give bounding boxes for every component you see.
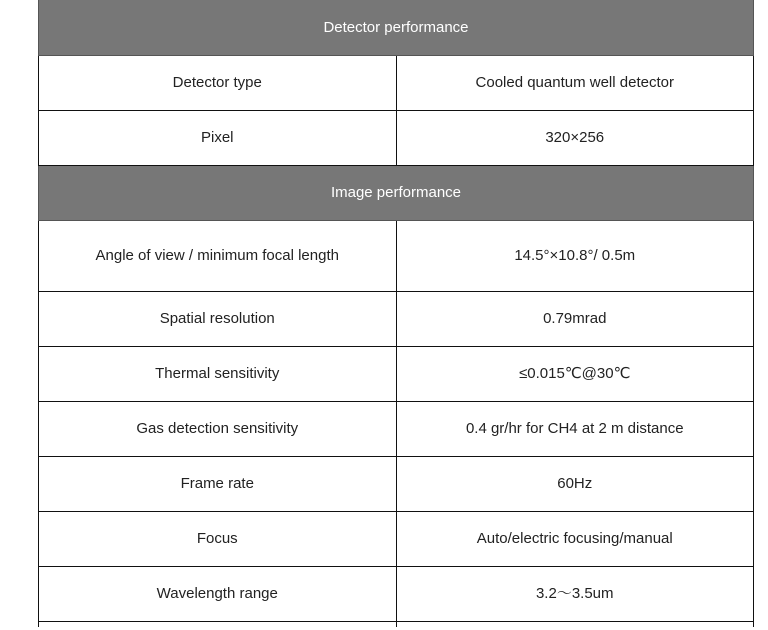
row-label-thermal-sensitivity: Thermal sensitivity: [39, 346, 397, 401]
row-label-gas-detection-sensitivity: Gas detection sensitivity: [39, 401, 397, 456]
table-row: [39, 346, 754, 401]
table-row: [39, 456, 754, 511]
table-row: [39, 55, 754, 110]
table-row-partial: [39, 621, 754, 627]
row-label-detector-type: Detector type: [39, 55, 397, 110]
section-title-image-performance: Image performance: [39, 165, 754, 220]
spec-table: [38, 0, 754, 627]
table-row: [39, 110, 754, 165]
row-label-spatial-resolution: Spatial resolution: [39, 291, 397, 346]
row-label-angle-of-view: Angle of view / minimum focal length: [39, 220, 397, 291]
table-row: [39, 220, 754, 291]
row-value-angle-of-view: 14.5°×10.8°/ 0.5m: [396, 220, 754, 291]
row-label-pixel: Pixel: [39, 110, 397, 165]
table-row: [39, 511, 754, 566]
row-value-frame-rate: 60Hz: [396, 456, 754, 511]
row-value-gas-detection-sensitivity: 0.4 gr/hr for CH4 at 2 m distance: [396, 401, 754, 456]
row-label-focus: Focus: [39, 511, 397, 566]
table-row: [39, 566, 754, 621]
table-row: [39, 401, 754, 456]
row-value-focus: Auto/electric focusing/manual: [396, 511, 754, 566]
row-value-pixel: 320×256: [396, 110, 754, 165]
row-value-wavelength-range: 3.2～3.5um: [396, 566, 754, 621]
section-header-row: [39, 0, 754, 55]
row-label-frame-rate: Frame rate: [39, 456, 397, 511]
section-header-row: [39, 165, 754, 220]
row-label-wavelength-range: Wavelength range: [39, 566, 397, 621]
row-value-detector-type: Cooled quantum well detector: [396, 55, 754, 110]
row-value-thermal-sensitivity: ≤0.015℃@30℃: [396, 346, 754, 401]
table-row: [39, 291, 754, 346]
cut-cell-right: [396, 621, 754, 627]
row-value-spatial-resolution: 0.79mrad: [396, 291, 754, 346]
section-title-detector-performance: Detector performance: [39, 0, 754, 55]
cut-cell-left: [39, 621, 397, 627]
